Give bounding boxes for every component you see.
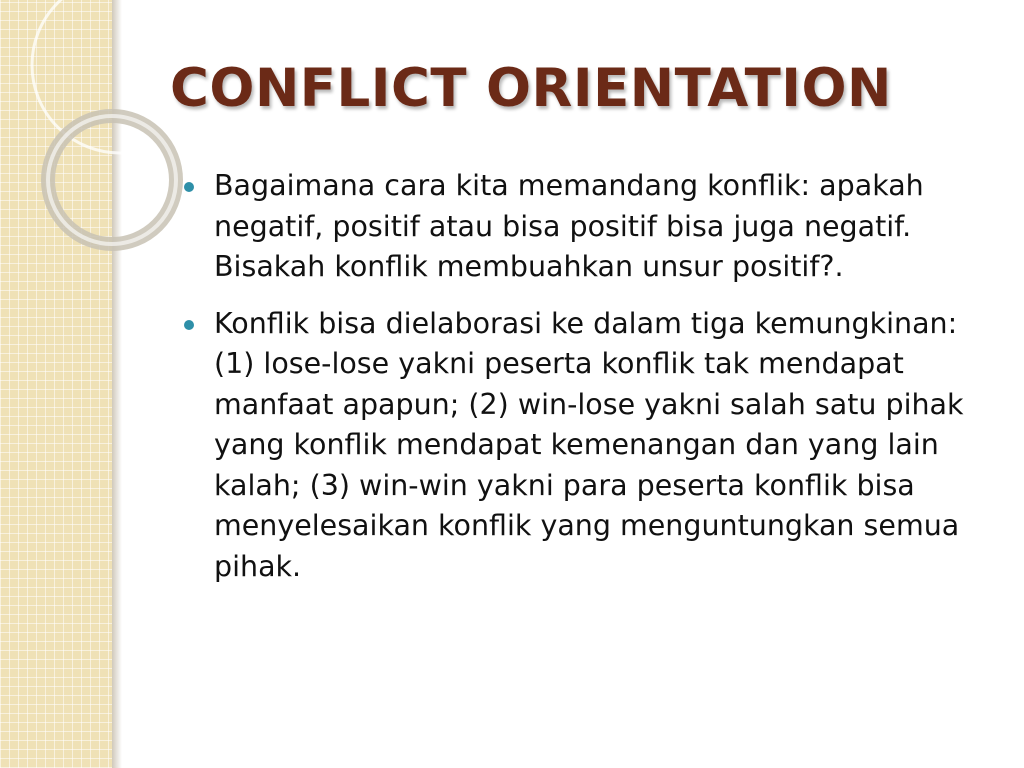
bullet-item bbox=[184, 166, 974, 288]
decorative-rings bbox=[0, 0, 200, 300]
bullet-dot-icon bbox=[184, 320, 194, 330]
bullet-list bbox=[184, 166, 974, 603]
bullet-item bbox=[184, 304, 974, 588]
bullet-dot-icon bbox=[184, 182, 194, 192]
bullet-text: Konflik bisa dielaborasi ke dalam tiga kemungkinan: (1) lose-lose yakni peserta konflik tak mendapat manfaat apapun; (2) win-lose yakni salah satu pihak yang konflik mendapat kemenangan dan yang lain kalah; (3) win-win yakni para peserta konflik bisa menyelesaikan konflik yang menguntungkan semua pihak. bbox=[214, 306, 964, 583]
slide-title: CONFLICT ORIENTATION bbox=[170, 58, 892, 119]
bullet-text: Bagaimana cara kita memandang konflik: apakah negatif, positif atau bisa positif bisa juga negatif. Bisakah konflik membuahkan unsur positif?. bbox=[214, 169, 924, 283]
lower-ring-inner bbox=[48, 116, 176, 244]
